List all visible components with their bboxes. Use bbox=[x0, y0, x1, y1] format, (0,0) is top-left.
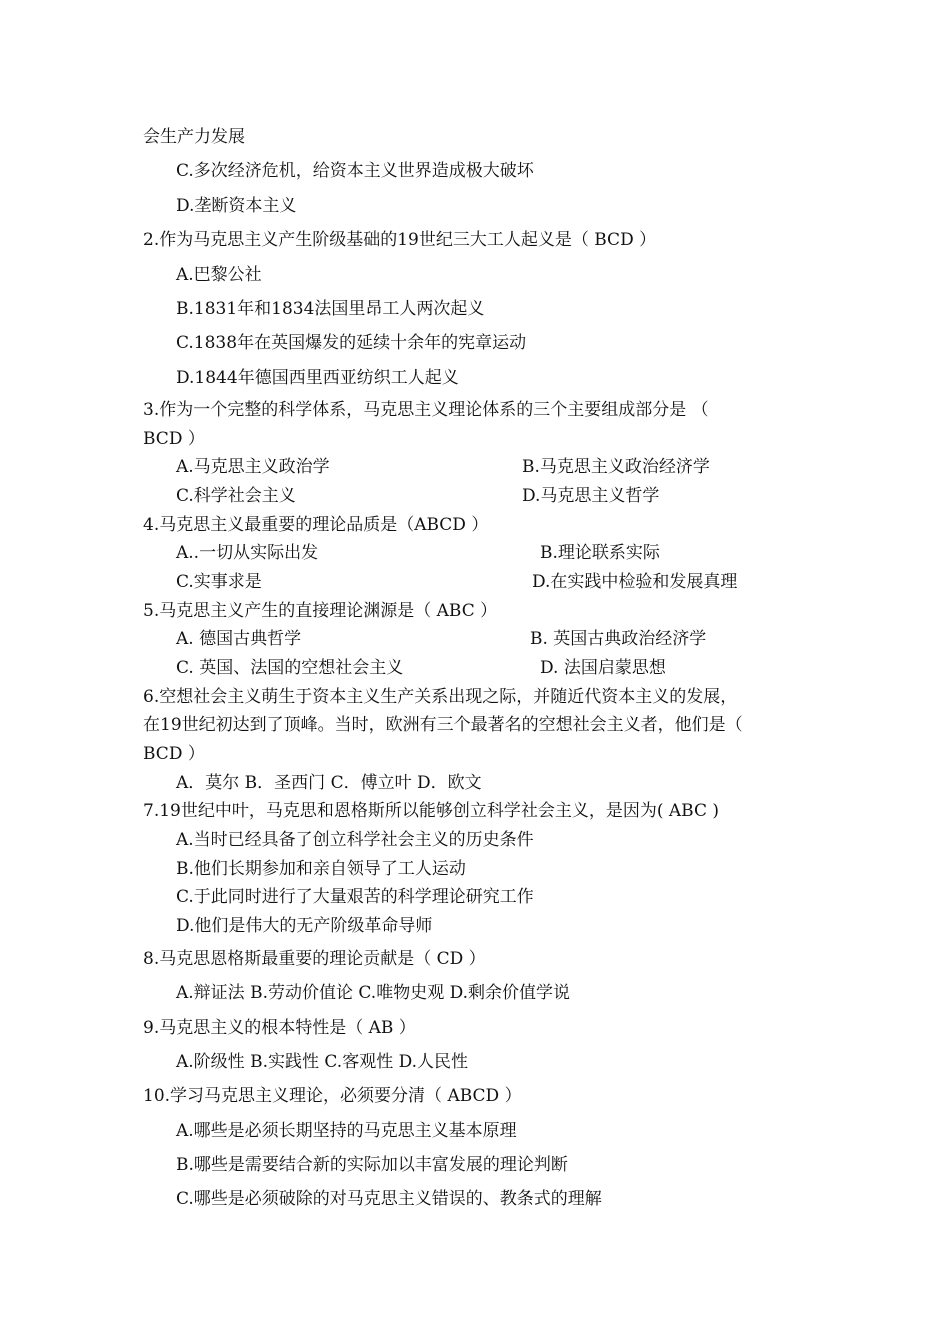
question-7-option-b: B.他们长期参加和亲自领导了工人运动 bbox=[176, 859, 466, 879]
question-6-stem-line-2: 在19世纪初达到了顶峰。当时，欧洲有三个最著名的空想社会主义者，他们是（ bbox=[143, 715, 743, 735]
question-2-option-c: C.1838年在英国爆发的延续十余年的宪章运动 bbox=[176, 333, 527, 353]
question-7-option-a: A.当时已经具备了创立科学社会主义的历史条件 bbox=[176, 830, 534, 850]
question-9-stem: 9.马克思主义的根本特性是（ AB ） bbox=[143, 1018, 416, 1038]
intro-option-d: D.垄断资本主义 bbox=[176, 196, 297, 216]
question-3-option-a: A.马克思主义政治学 bbox=[176, 457, 330, 477]
question-4-option-a: A..一切从实际出发 bbox=[176, 543, 319, 563]
question-5-option-d: D. 法国启蒙思想 bbox=[540, 658, 666, 678]
intro-option-c: C.多次经济危机，给资本主义世界造成极大破坏 bbox=[176, 161, 534, 181]
question-2-option-b: B.1831年和1834法国里昂工人两次起义 bbox=[176, 299, 485, 319]
question-3-option-d: D.马克思主义哲学 bbox=[522, 486, 660, 506]
question-7-option-c: C.于此同时进行了大量艰苦的科学理论研究工作 bbox=[176, 887, 534, 907]
question-5-option-b: B. 英国古典政治经济学 bbox=[530, 629, 707, 649]
question-6-options: A．莫尔 B．圣西门 C．傅立叶 D．欧文 bbox=[176, 773, 482, 793]
question-2-option-a: A.巴黎公社 bbox=[176, 265, 262, 285]
question-4-option-c: C.实事求是 bbox=[176, 572, 262, 592]
question-2-option-d: D.1844年德国西里西亚纺织工人起义 bbox=[176, 368, 459, 388]
question-7-stem: 7.19世纪中叶，马克思和恩格斯所以能够创立科学社会主义，是因为( ABC ) bbox=[143, 801, 720, 821]
question-4-option-d: D.在实践中检验和发展真理 bbox=[532, 572, 738, 592]
question-10-option-c: C.哪些是必须破除的对马克思主义错误的、教条式的理解 bbox=[176, 1189, 602, 1209]
question-10-option-b: B.哪些是需要结合新的实际加以丰富发展的理论判断 bbox=[176, 1155, 568, 1175]
question-10-stem: 10.学习马克思主义理论，必须要分清（ ABCD ） bbox=[143, 1086, 522, 1106]
question-8-stem: 8.马克思恩格斯最重要的理论贡献是（ CD ） bbox=[143, 949, 486, 969]
question-5-option-c: C. 英国、法国的空想社会主义 bbox=[176, 658, 404, 678]
question-3-option-c: C.科学社会主义 bbox=[176, 486, 296, 506]
question-5-option-a: A. 德国古典哲学 bbox=[176, 629, 302, 649]
question-3-stem: 3.作为一个完整的科学体系，马克思主义理论体系的三个主要组成部分是 （ bbox=[143, 400, 709, 420]
question-9-options: A.阶级性 B.实践性 C.客观性 D.人民性 bbox=[176, 1052, 469, 1072]
question-7-option-d: D.他们是伟大的无产阶级革命导师 bbox=[176, 916, 433, 936]
question-6-stem: 6.空想社会主义萌生于资本主义生产关系出现之际，并随近代资本主义的发展， bbox=[143, 687, 738, 707]
question-4-stem: 4.马克思主义最重要的理论品质是（ABCD ） bbox=[143, 515, 489, 535]
question-3-option-b: B.马克思主义政治经济学 bbox=[522, 457, 710, 477]
question-8-options: A.辩证法 B.劳动价值论 C.唯物史观 D.剩余价值学说 bbox=[176, 983, 571, 1003]
question-4-option-b: B.理论联系实际 bbox=[540, 543, 660, 563]
question-5-stem: 5.马克思主义产生的直接理论渊源是（ ABC ） bbox=[143, 601, 498, 621]
intro-continuation: 会生产力发展 bbox=[143, 127, 245, 147]
question-3-stem-continued: BCD ） bbox=[143, 429, 205, 449]
question-10-option-a: A.哪些是必须长期坚持的马克思主义基本原理 bbox=[176, 1121, 517, 1141]
question-2-stem: 2.作为马克思主义产生阶级基础的19世纪三大工人起义是（ BCD ） bbox=[143, 230, 657, 250]
question-6-stem-line-3: BCD ） bbox=[143, 744, 205, 764]
